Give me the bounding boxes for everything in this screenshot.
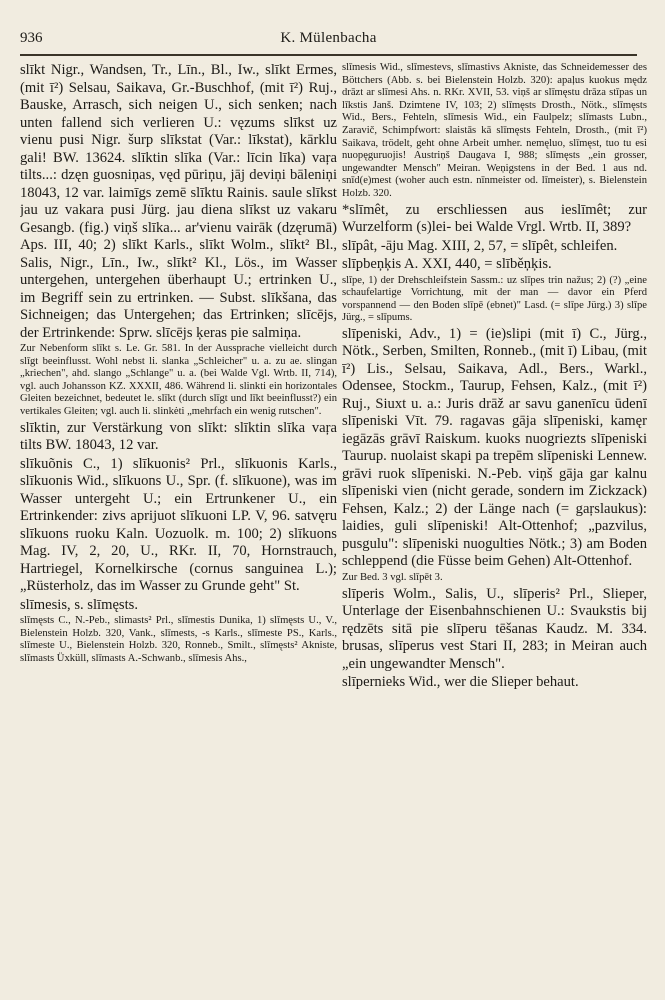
left-column (20, 62, 337, 992)
entry-slipernieks: slīpernieks Wid., wer die Slieper behaut. (342, 674, 579, 690)
entry-slimet: *slīmêt, zu erschliessen aus ieslīmêt; zur Wurzelform (s)lei- bei Walde Vrgl. Wrtb. II, 389? (342, 201, 647, 236)
etymology-note-slikt: Zur Nebenform slīkt s. Le. Gr. 581. In der Aussprache vielleicht durch slīgt beeinflusst. Wohl nebst li. slankа „Schleicher" u. a. zu ae. slingan „kriechen", ahd. slango „Schlange" u. a. (bei Walde Vgl. Wrtb. II, 714), vgl. auch Johansson KZ. XXXII, 486. Während li. slinkti ein horizontales Gleiten bezeichnet, bedeutet le. slīkt (durch slīgt und līkt beeinflusst?) ein vertikales Gleiten; vgl. auch li. slinkėti „mehrfach ein wenig rutschen". (20, 343, 337, 417)
running-title: K. Mülenbacha (280, 30, 377, 46)
note-slipeniski: Zur Bed. 3 vgl. slīpēt 3. (342, 571, 443, 583)
entry-slipeniski: slīpeniski, Adv., 1) = (ie)slipi (mit ī) C., Jürg., Nötk., Serben, Smilten, Ronneb., (mit ī) Libau, (mit ī²) Lis., Selsau, Saikava, Adl., Bers., Warkl., Odensee, Stockm., Taurup, Fehsen, Kalz., (mit ī²) Ruj., Siuxt u. a.: Juris drāž ar savu ganenīcu ūdenī slīpeniski Vīt. 79. ragavas gāja slīpeniski, kamęr iegāzās grāvī Raiskum. kuoks nuogriezts slīpeniski Taurup. nuolaist skapi pa trepēm slīpeniski Lennew. grāvi ruok slīpeniski. N.-Peb. viņš gāja gar kalnu slīpeniski vien (nicht gerade, sondern im Zickzack) Fehsen, Kalz.; 2) der Länge nach (= gaŗslaukus): laidies, guli slīpeniski! Alt-Ottenhof; „pazvilus, pusgulu": slīpeniski nuogulties Nötk.; 3) am Boden schleppend (die Füsse beim Gehen) Alt-Ottenhof. (342, 325, 647, 570)
entry-slikuonis: slīkuõnis C., 1) slīkuonis² Prl., slīkuonis Karls., slīkuonis Wid., slīkuons U., Spr. (f. slīkuone), was im Wasser untergeht U.; ein Ertrunkener U., ein Ertrinkender: zivs aprijuot slīkuoni LP. V, 96. satvęru slīkuons ruoku Kaln. Uozuolk. m. 100; 2) slīkuons Mag. IV, 2, 20, U., RKr. II, 70, Hornstrauch, Hartriegel, Kornelkirsche (cornus sanguinea L.); „Rüsterholz, das im Wasser zu Grunde geht" St. (20, 455, 337, 595)
page-header (20, 30, 637, 54)
entry-slimests: slīmęsts C., N.-Peb., slimasts² Prl., slīmestis Dunika, 1) slīmęsts U., V., Bielenstein Holzb. 320, Vank., slīmests, -s Karls., slīmeste PS., Karls., slīmeste U., Bielenstein Holzb. 320, Ronneb., Smilt., slīmęsts² Akniste, slīmasts Üxküll, slīmasts A.-Schwanb., slīmesis Ahs., (20, 615, 337, 664)
entry-slimests-cont: slīmesis Wid., slīmestevs, slīmastivs Akniste, das Schneidemesser des Böttchers (Abb. s. bei Bielenstein Holzb. 320): apaļus kuokus mędz drāzt ar slīmesi Ahs. n. RKr. XVII, 53. viņš ar slīmęstu drāza stīpas un līkstis Janš. Dzimtene IV, 103; 2) slīmęsts Drosth., Nötk., slīmęsts Wid., Bers., Fehteln, slīmesis Wid., ein Faulpelz; slīmasts Lubn., Zaravič, Schimpfwort: slaistās kā slīmęsts Fehteln, Drosth., (mit ī²) Saikava, trödelt, geht ohne Arbeit umher. nemęluo, slīmęst, tuo tu esi nuopęguruojis! Austriņš Daugava I, 988; slīmęsts „ein grosser, ungewandter Mensch" Meiran. Weņigstens in der Bed. 1 aus nd. snīd(e)mest (woher auch estn. nīnmeister od. līmeister), s. Bielenstein Holzb. 320. (342, 62, 647, 199)
page-number: 936 (20, 30, 43, 46)
entry-slipat: slīpât, -āju Mag. XIII, 2, 57, = slīpêt, schleifen. (342, 237, 618, 254)
entry-slipe: slīpe, 1) der Drehschleifstein Sassm.: uz slīpes trin nažus; 2) (?) „eine schaufelartige Vorrichtung, mit der man — davor ein Pferd vorspannend — den Boden slīpē (ebnet)" Lasd. (= slīpe Jürg.) 3) slīpe Jürg., = slīpums. (342, 274, 647, 324)
entry-slimesis: slīmesis, s. slīmęsts. (20, 596, 138, 613)
entry-slipbenkis: slīpbeņķis A. XXI, 440, = slīběņķis. (342, 256, 552, 273)
entry-slikt: slīkt Nigr., Wandsen, Tr., Līn., Bl., Iw., slīkt Ermes, (mit ī²) Selsau, Saikava, Gr.-Buschhof, (mit ī²) Ruj., Bauske, Arrasch, sich neigen U., sich senken; nach unten fallend sich verlieren U.: vęzums slīkst uz vienu pusi Nigr. šurp slīkstat (Var.: līkstat), kārklu gali! BW. 13624. slīktin slīka (Var.: līcin līka) vaŗa tilts...: dzęn guosniņas, vęd pūriņu, jāj deviņi bāleniņi 18043, 12 var. laimīgs zemē slīktu Rainis. saule slīkst jau uz vakara pusi Jürg. jau diena slīkst uz vakaru Gesangb. (fig.) viņš slīka... ar'vienu vairāk (dzęrumā) Aps. III, 40; 2) slīkt Karls., slīkt Wolm., slīkt² Bl., Salis, Nigr., Līn., Iw., slīkt² Kl., Lös., im Wasser untergehen, untergehen überhaupt U.; ertrinken U., im Begriff sein zu ertrinken. — Subst. slīkšana, das Sichneigen; das Untergehen; das Ertrinken; slīcējs, der Ertrinkende: Sprw. slīcējs ķeras pie salmiņa. (20, 62, 337, 341)
entry-sliktin: slīktin, zur Verstärkung von slīkt: slīktin slīka vaŗa tilts BW. 18043, 12 var. (20, 419, 337, 454)
right-column (342, 62, 647, 992)
entry-sliperis: slīperis Wolm., Salis, U., slīperis² Prl., Slieper, Unterlage der Eisenbahnschienen U.: Svaukstis bij rędzēts sitā pie slīperu tēšanas Kaudz. M. 334. brusas, slīperus vest Stari II, 283; in Meiran auch „ein ungewandter Mensch". (342, 585, 647, 672)
header-rule (20, 54, 637, 56)
